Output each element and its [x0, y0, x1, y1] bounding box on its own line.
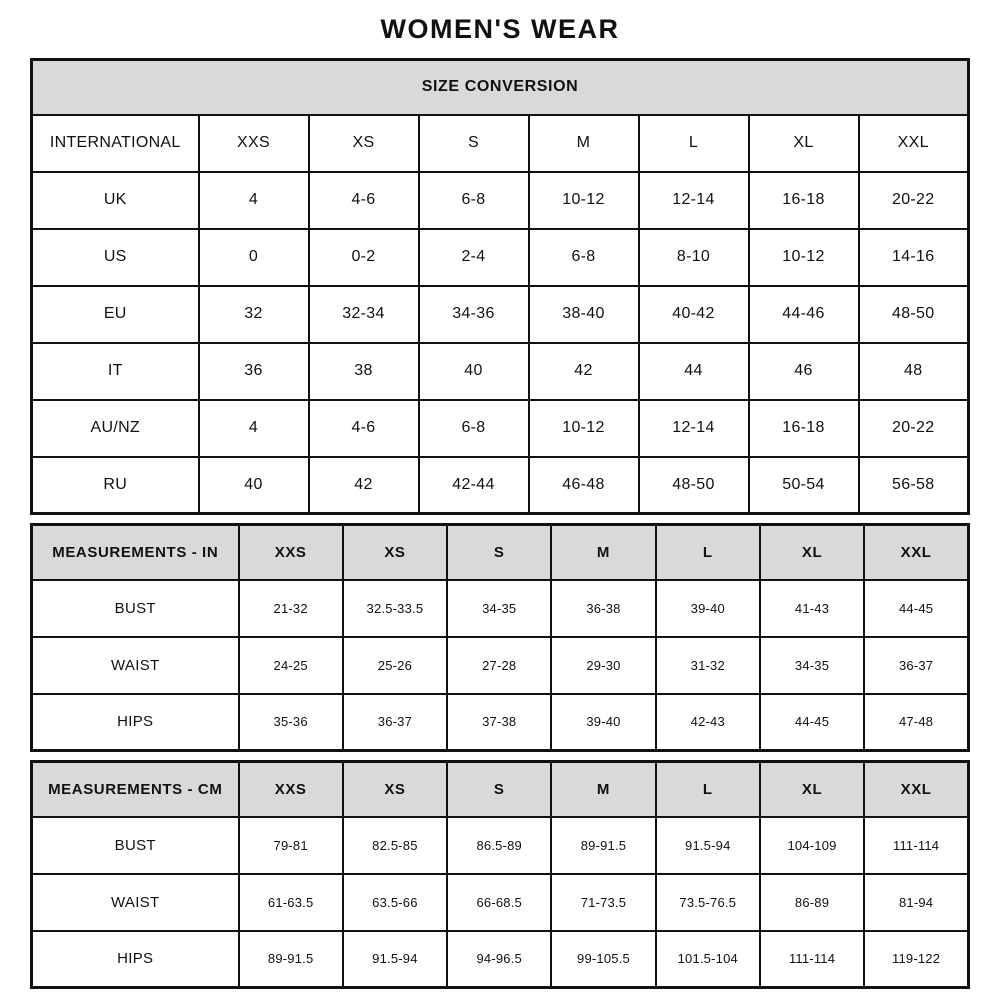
- cell: 104-109: [760, 817, 864, 874]
- cell: 36-37: [864, 637, 968, 694]
- cell: 42: [309, 457, 419, 514]
- cell: 41-43: [760, 580, 864, 637]
- cell: 12-14: [639, 172, 749, 229]
- column-header: L: [639, 115, 749, 172]
- cell: 111-114: [760, 931, 864, 988]
- page-title: WOMEN'S WEAR: [380, 14, 620, 44]
- cell: 4-6: [309, 172, 419, 229]
- column-header-row: [32, 115, 969, 172]
- cell: 101.5-104: [656, 931, 760, 988]
- table-row: [32, 343, 969, 400]
- cell: 40-42: [639, 286, 749, 343]
- cell: 111-114: [864, 817, 968, 874]
- cell: 34-36: [419, 286, 529, 343]
- cell: 32.5-33.5: [343, 580, 447, 637]
- cell: 20-22: [859, 400, 969, 457]
- cell: 81-94: [864, 874, 968, 931]
- column-header: S: [447, 762, 551, 817]
- measurements-in-table: [30, 523, 970, 752]
- cell: 86-89: [760, 874, 864, 931]
- cell: 44: [639, 343, 749, 400]
- cell: 63.5-66: [343, 874, 447, 931]
- cell: 66-68.5: [447, 874, 551, 931]
- column-header: L: [656, 762, 760, 817]
- row-label: UK: [32, 172, 199, 229]
- table-title: MEASUREMENTS - CM: [32, 762, 239, 817]
- column-header: S: [447, 525, 551, 580]
- column-header: XXS: [239, 762, 343, 817]
- cell: 99-105.5: [551, 931, 655, 988]
- column-header: XL: [749, 115, 859, 172]
- cell: 8-10: [639, 229, 749, 286]
- row-label: RU: [32, 457, 199, 514]
- column-header: XL: [760, 525, 864, 580]
- cell: 21-32: [239, 580, 343, 637]
- table-title: SIZE CONVERSION: [32, 60, 969, 115]
- cell: 38-40: [529, 286, 639, 343]
- cell: 44-45: [760, 694, 864, 751]
- cell: 36: [199, 343, 309, 400]
- table-title: MEASUREMENTS - IN: [32, 525, 239, 580]
- cell: 50-54: [749, 457, 859, 514]
- column-header-row: [32, 525, 969, 580]
- cell: 36-38: [551, 580, 655, 637]
- size-conversion-table: [30, 58, 970, 515]
- row-label: HIPS: [32, 694, 239, 751]
- cell: 73.5-76.5: [656, 874, 760, 931]
- cell: 38: [309, 343, 419, 400]
- cell: 42-43: [656, 694, 760, 751]
- cell: 27-28: [447, 637, 551, 694]
- cell: 71-73.5: [551, 874, 655, 931]
- cell: 14-16: [859, 229, 969, 286]
- column-header: XS: [343, 762, 447, 817]
- row-label: US: [32, 229, 199, 286]
- table-row: [32, 874, 969, 931]
- table-row: [32, 457, 969, 514]
- column-header: XL: [760, 762, 864, 817]
- cell: 4-6: [309, 400, 419, 457]
- cell: 40: [419, 343, 529, 400]
- cell: 16-18: [749, 400, 859, 457]
- cell: 42: [529, 343, 639, 400]
- cell: 39-40: [656, 580, 760, 637]
- row-label: BUST: [32, 817, 239, 874]
- cell: 94-96.5: [447, 931, 551, 988]
- cell: 40: [199, 457, 309, 514]
- column-header: M: [551, 525, 655, 580]
- column-header: XS: [343, 525, 447, 580]
- cell: 89-91.5: [239, 931, 343, 988]
- table-row: [32, 286, 969, 343]
- table-row: [32, 931, 969, 988]
- cell: 4: [199, 172, 309, 229]
- cell: 47-48: [864, 694, 968, 751]
- column-header: INTERNATIONAL: [32, 115, 199, 172]
- cell: 36-37: [343, 694, 447, 751]
- cell: 37-38: [447, 694, 551, 751]
- cell: 16-18: [749, 172, 859, 229]
- row-label: HIPS: [32, 931, 239, 988]
- table-row: [32, 580, 969, 637]
- cell: 39-40: [551, 694, 655, 751]
- cell: 25-26: [343, 637, 447, 694]
- cell: 86.5-89: [447, 817, 551, 874]
- cell: 32-34: [309, 286, 419, 343]
- column-header-row: [32, 762, 969, 817]
- column-header: XXL: [864, 525, 968, 580]
- measurements-cm-table: [30, 760, 970, 989]
- column-header: M: [551, 762, 655, 817]
- cell: 31-32: [656, 637, 760, 694]
- table-title-row: [32, 60, 969, 115]
- row-label: WAIST: [32, 637, 239, 694]
- cell: 20-22: [859, 172, 969, 229]
- cell: 4: [199, 400, 309, 457]
- cell: 48-50: [639, 457, 749, 514]
- column-header: M: [529, 115, 639, 172]
- table-row: [32, 637, 969, 694]
- cell: 56-58: [859, 457, 969, 514]
- cell: 44-46: [749, 286, 859, 343]
- cell: 29-30: [551, 637, 655, 694]
- cell: 12-14: [639, 400, 749, 457]
- cell: 32: [199, 286, 309, 343]
- table-row: [32, 817, 969, 874]
- cell: 89-91.5: [551, 817, 655, 874]
- row-label: WAIST: [32, 874, 239, 931]
- column-header: XXL: [864, 762, 968, 817]
- cell: 44-45: [864, 580, 968, 637]
- column-header: XXL: [859, 115, 969, 172]
- column-header: S: [419, 115, 529, 172]
- column-header: XS: [309, 115, 419, 172]
- cell: 46-48: [529, 457, 639, 514]
- cell: 10-12: [529, 172, 639, 229]
- cell: 6-8: [419, 172, 529, 229]
- column-header: XXS: [199, 115, 309, 172]
- cell: 119-122: [864, 931, 968, 988]
- table-row: [32, 400, 969, 457]
- cell: 46: [749, 343, 859, 400]
- cell: 82.5-85: [343, 817, 447, 874]
- row-label: AU/NZ: [32, 400, 199, 457]
- cell: 10-12: [749, 229, 859, 286]
- cell: 35-36: [239, 694, 343, 751]
- cell: 61-63.5: [239, 874, 343, 931]
- cell: 2-4: [419, 229, 529, 286]
- cell: 42-44: [419, 457, 529, 514]
- column-header: L: [656, 525, 760, 580]
- cell: 0-2: [309, 229, 419, 286]
- cell: 6-8: [419, 400, 529, 457]
- cell: 48: [859, 343, 969, 400]
- row-label: IT: [32, 343, 199, 400]
- cell: 34-35: [760, 637, 864, 694]
- cell: 10-12: [529, 400, 639, 457]
- cell: 48-50: [859, 286, 969, 343]
- table-row: [32, 229, 969, 286]
- cell: 0: [199, 229, 309, 286]
- cell: 91.5-94: [656, 817, 760, 874]
- cell: 6-8: [529, 229, 639, 286]
- cell: 34-35: [447, 580, 551, 637]
- table-row: [32, 694, 969, 751]
- column-header: XXS: [239, 525, 343, 580]
- row-label: BUST: [32, 580, 239, 637]
- cell: 79-81: [239, 817, 343, 874]
- table-row: [32, 172, 969, 229]
- cell: 91.5-94: [343, 931, 447, 988]
- cell: 24-25: [239, 637, 343, 694]
- row-label: EU: [32, 286, 199, 343]
